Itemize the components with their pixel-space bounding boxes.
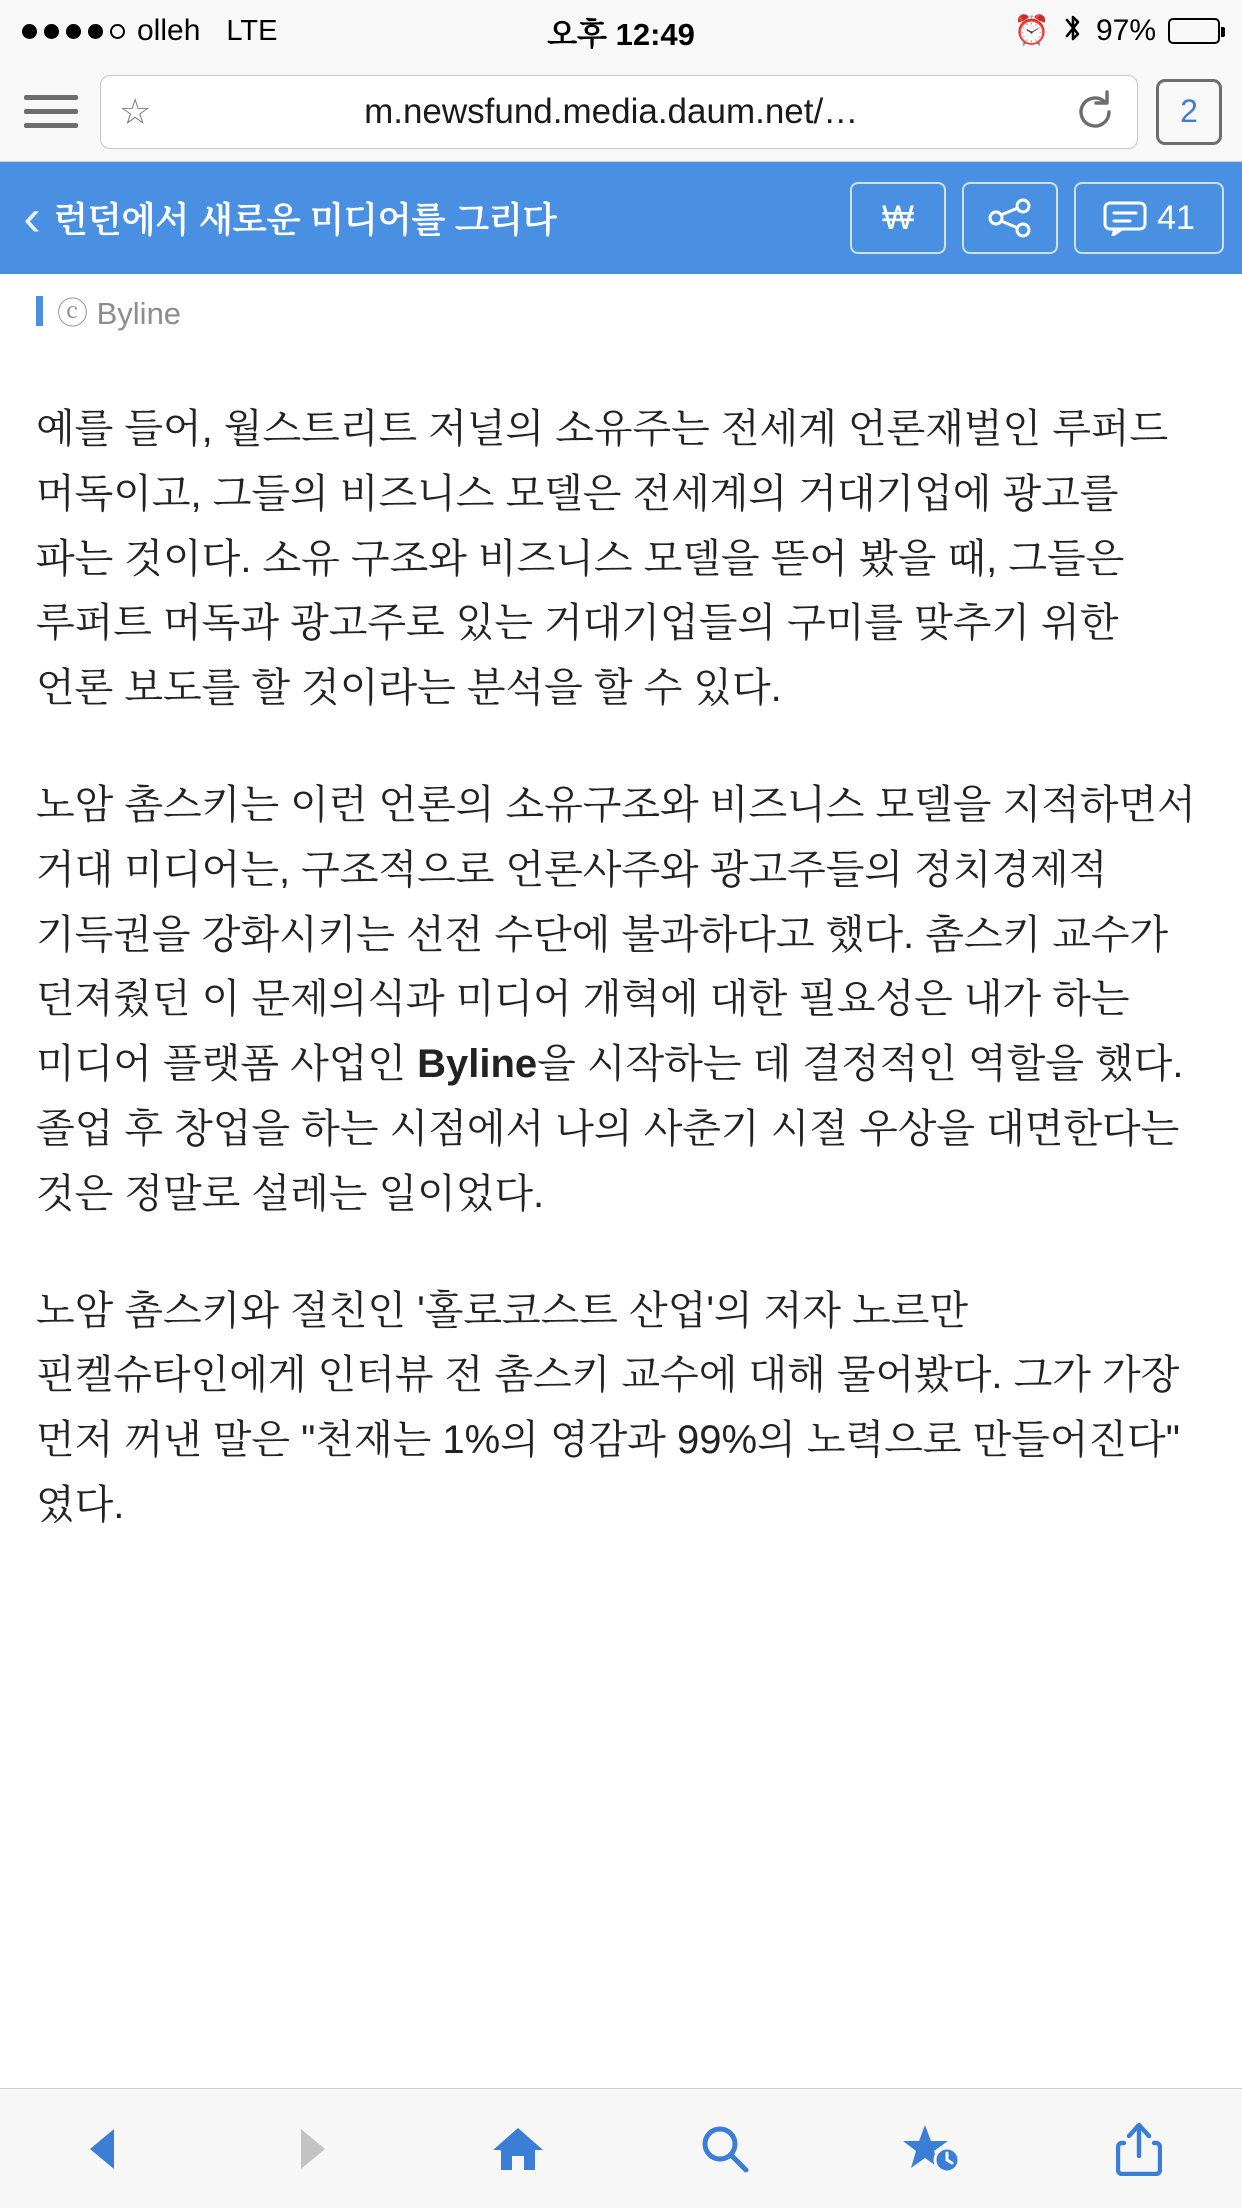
byline-brand-bold: Byline — [417, 1042, 538, 1087]
page-title: 런던에서 새로운 미디어를 그리다 — [54, 201, 557, 240]
search-icon — [699, 2123, 751, 2175]
address-bar[interactable] — [100, 75, 1138, 149]
battery-icon — [1168, 18, 1220, 44]
share-up-icon — [1116, 2122, 1162, 2176]
won-icon: ₩ — [881, 199, 915, 237]
fund-button[interactable] — [850, 182, 946, 254]
battery-percent-label: 97% — [1095, 14, 1156, 47]
url-text[interactable]: m.newsfund.media.daum.net/… — [364, 91, 859, 131]
share-button[interactable] — [1064, 2099, 1214, 2199]
back-button[interactable] — [29, 2099, 179, 2199]
alarm-icon: ⏰ — [1013, 14, 1050, 47]
comment-count-label: 41 — [1157, 198, 1195, 237]
byline-label: ⓒ Byline — [57, 296, 182, 331]
signal-dot — [66, 24, 81, 39]
triangle-left-icon — [82, 2125, 126, 2173]
reload-icon[interactable] — [1071, 88, 1119, 136]
browser-bottom-toolbar — [0, 2088, 1242, 2208]
comment-button[interactable] — [1074, 182, 1224, 254]
signal-dot-empty — [110, 24, 125, 39]
status-left — [22, 14, 277, 48]
bookmarks-button[interactable] — [857, 2099, 1007, 2199]
carrier-label: olleh — [137, 14, 201, 47]
tab-count-label: 2 — [1180, 93, 1198, 129]
article-paragraph — [36, 773, 1206, 1227]
share-icon — [987, 198, 1033, 238]
clock-label: 오후 12:49 — [547, 16, 695, 52]
paragraph-text-tail: 을 시작하는 데 결정적인 역할을 했다. 졸업 후 창업을 하는 시점에서 나의 사춘기 시절 우상을 대면한다는 것은 정말로 설레는 일이었다. — [36, 1042, 1184, 1216]
triangle-right-icon — [289, 2125, 333, 2173]
article-body[interactable] — [0, 274, 1242, 2088]
byline — [36, 276, 1206, 339]
forward-button[interactable] — [236, 2099, 386, 2199]
signal-dot — [22, 24, 37, 39]
site-header — [0, 162, 1242, 274]
paragraph-text-lead: 노암 촘스키는 이런 언론의 소유구조와 비즈니스 모델을 지적하면서 거대 미디어는, 구조적으로 언론사주와 광고주들의 정치경제적 기득권을 강화시키는 선전 수단에 불과하다고 했다. 촘스키 교수가 던져줬던 이 문제의식과 미디어 개혁에 대한 필요성은 내가 하는 미디어 플랫폼 사업인 — [36, 782, 1196, 1087]
home-button[interactable] — [443, 2099, 593, 2199]
signal-dot — [44, 24, 59, 39]
share-button[interactable] — [962, 182, 1058, 254]
bluetooth-icon — [1062, 12, 1084, 50]
header-actions — [850, 182, 1224, 254]
status-bar — [0, 0, 1242, 62]
status-right — [1014, 12, 1220, 50]
signal-dot — [88, 24, 103, 39]
byline-bar — [36, 296, 43, 326]
signal-strength-dots — [22, 24, 125, 39]
back-chevron-icon[interactable]: ‹ — [23, 189, 41, 247]
tab-count-button[interactable] — [1156, 79, 1222, 145]
home-icon — [491, 2124, 545, 2174]
star-clock-icon — [903, 2123, 961, 2175]
browser-toolbar — [0, 62, 1242, 162]
article-paragraph: 예를 들어, 월스트리트 저널의 소유주는 전세계 언론재벌인 루퍼드 머독이고, 그들의 비즈니스 모델은 전세계의 거대기업에 광고를 파는 것이다. 소유 구조와 비즈니스 모델을 뜯어 봤을 때, 그들은 루퍼트 머독과 광고주로 있는 거대기업들의 구미를 맞추기 위한 언론 보도를 할 것이라는 분석을 할 수 있다. — [36, 407, 1169, 711]
comment-icon — [1103, 200, 1147, 236]
search-button[interactable] — [650, 2099, 800, 2199]
hamburger-icon[interactable] — [20, 82, 82, 142]
article-paragraph: 노암 촘스키와 절친인 '홀로코스트 산업'의 저자 노르만 핀켈슈타인에게 인터뷰 전 촘스키 교수에 대해 물어봤다. 그가 가장 먼저 꺼낸 말은 "천재는 1%의 영감과 99%의 노력으로 만들어진다" 였다. — [36, 1288, 1180, 1527]
star-icon[interactable]: ☆ — [119, 90, 152, 132]
network-type-label: LTE — [226, 14, 278, 47]
